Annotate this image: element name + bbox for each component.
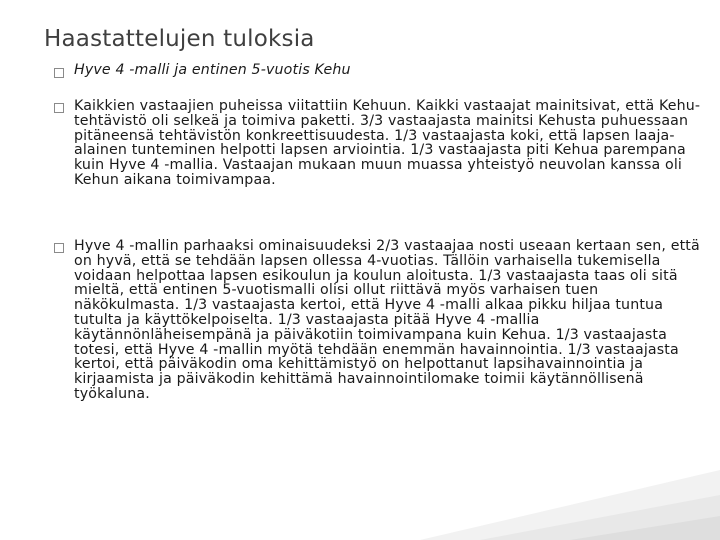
bullet-text: Hyve 4 -mallin parhaaksi ominaisuudeksi 2/3 vastaajaa nosti useaan kertaan sen, että on hyvä, että se tehdään lapsen ollessa 4-vuotias. Tällöin varhaisella tukemisella voidaan helpottaa lapsen esikoulun ja koulun aloitusta. 1/3 vastaajasta taas oli sitä mieltä, että entinen 5-vuotismalli olisi ollut riittävä myös varhaisen tuen näkökulmasta. 1/3 vastaajasta kertoi, että Hyve 4 -malli alkaa pikku hiljaa tuntua tutulta ja käyttökelpoiselta. 1/3 vastaajasta pitää Hyve 4 -mallia käytännönläheisempänä ja päiväkotiin toimivampana kuin Kehua. 1/3 vastaajasta totesi, että Hyve 4 -mallin myötä tehdään enemmän havainnointia. 1/3 vastaajasta kertoi, että päiväkodin oma kehittämistyö on helpottanut lapsihavainnointia ja kirjaamista ja päiväkodin kehittämä havainnointilomake toimii käytännöllisenä työkaluna. xyxy=(74,238,700,402)
bullet-text: Kaikkien vastaajien puheissa viitattiin Kehuun. Kaikki vastaajat mainitsivat, että Kehu-tehtävistö oli selkeä ja toimiva paketti. 3/3 vastaajasta mainitsi Kehusta puhuessaan pitäneensä tehtävistön konkreettisuudesta. 1/3 vastaajasta koki, että lapsen laaja-alainen tunteminen helpotti lapsen arviointia. 1/3 vastaajasta piti Kehua parempana kuin Hyve 4 -mallia. Vastaajan mukaan muun muassa yhteistyö neuvolan kanssa oli Kehun aikana toimivampaa. xyxy=(74,98,701,188)
square-bullet-icon xyxy=(54,103,64,113)
square-bullet-icon xyxy=(54,243,64,253)
bullet-text: Hyve 4 -malli ja entinen 5-vuotis Kehu xyxy=(74,62,351,78)
square-bullet-icon xyxy=(54,68,64,78)
corner-decoration xyxy=(420,450,720,540)
slide-title: Haastattelujen tuloksia xyxy=(44,26,315,52)
